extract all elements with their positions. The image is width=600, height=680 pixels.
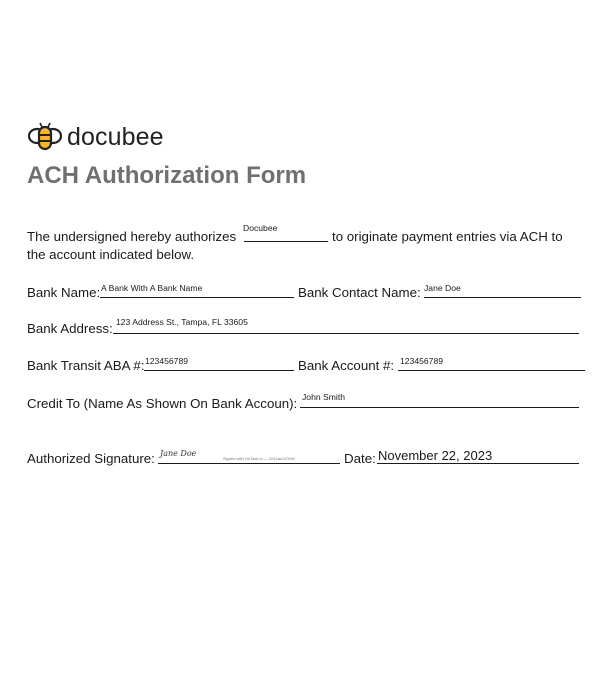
signature-value: Jane Doe [160,449,197,458]
bank-contact-label: Bank Contact Name: [298,285,421,300]
transit-label: Bank Transit ABA #: [27,358,145,373]
intro-text-part2: to originate payment entries via ACH to [332,229,563,244]
intro-text-line2: the account indicated below. [27,247,195,262]
signature-label: Authorized Signature: [27,451,155,466]
bank-contact-line [424,297,581,298]
account-label: Bank Account #: [298,358,395,373]
bee-logo-icon [28,122,62,152]
account-value: 123456789 [400,356,444,366]
date-value: November 22, 2023 [378,448,493,463]
account-line [398,370,585,371]
bank-contact-value: Jane Doe [424,283,461,293]
credit-to-line [300,407,579,408]
transit-value: 123456789 [145,356,189,366]
bank-address-value: 123 Address St., Tampa, FL 33605 [116,317,248,327]
bank-name-value: A Bank With A Bank Name [101,283,203,293]
brand-name: docubee [67,122,164,151]
intro-text-part1: The undersigned hereby authorizes [27,229,237,244]
authorized-company-line [244,241,328,242]
credit-to-value: John Smith [302,392,345,402]
signature-stamp: Signed with OnTask.io — 0242ac120002 [223,456,296,461]
date-label: Date: [344,451,376,466]
signature-line [158,463,340,464]
date-line [377,463,579,464]
docubee-logo [28,122,164,152]
bank-address-line [113,333,579,334]
bank-address-label: Bank Address: [27,321,113,336]
transit-line [144,370,294,371]
credit-to-label: Credit To (Name As Shown On Bank Accoun): [27,396,298,411]
bank-name-line [100,297,294,298]
authorized-company-value: Docubee [243,223,278,233]
form-title: ACH Authorization Form [27,162,307,189]
bank-name-label: Bank Name: [27,285,101,300]
